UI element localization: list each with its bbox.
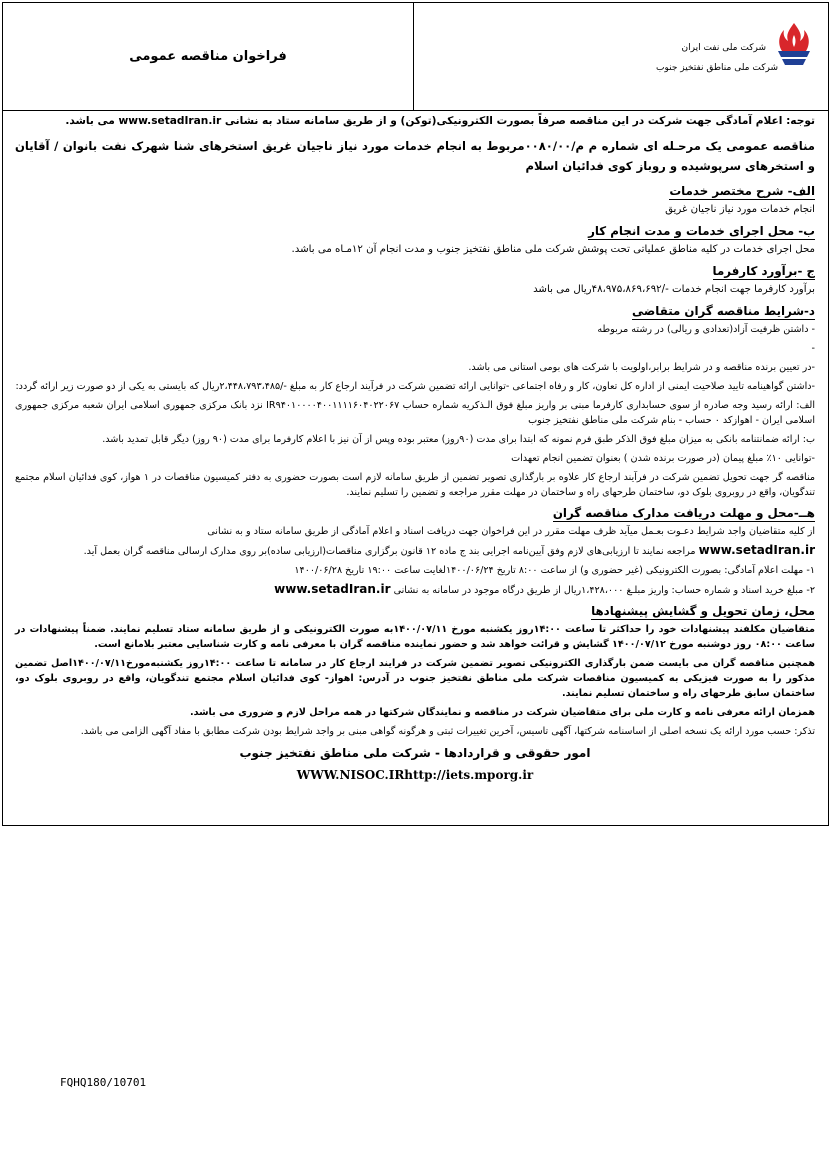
company-block <box>414 3 828 110</box>
company-name-nioc: شرکت ملی نفت ایران <box>681 43 766 53</box>
footer-reminder: تذکر: حسب مورد ارائه یک نسخه اصلی از اساسنامه شرکتها، آگهی تاسیس، آخرین تغییرات ثبتی و هرگونه گواهی مبنی بر واجد شرایط بودن شرکت مطابق با مفاد آگهی الزامی می باشد. <box>80 726 815 737</box>
section-e-title <box>15 504 815 522</box>
notice-title: فراخوان مناقصه عمومی <box>129 49 287 64</box>
footer-note: همزمان ارائه معرفی نامه و کارت ملی برای متقاضیان شرکت در مناقصه و نمایندگان شرکتها در همه مراحل لازم و ضروری می باشد. <box>189 707 815 718</box>
section-a-heading: الف- شرح مختصر خدمات <box>669 184 815 198</box>
setad-link[interactable]: www.setadIran.ir <box>274 582 391 596</box>
signature: امور حقوقی و قراردادها - شرکت ملی مناطق نفتخیز جنوب <box>239 746 591 760</box>
section-d-option-alef: الف: ارائه رسید وجه صادره از سوی حسابداری کارفرما مبنی بر واریز مبلغ فوق الـذکریه شماره حساب IR۹۴۰۱۰۰۰۰۴۰۰۱۱۱۱۶۰۴۰۲۲۰۶۷ نزد بانک مرکزی جمهوری اسلامی ایران شعبه مرکزی جمهوری اسلامی ایران - اهوازکد ۰ حساب - بنام شرکت ملی مناطق نفتخیز جنوب <box>15 400 815 426</box>
section-b-title <box>15 222 815 240</box>
section-b-text: محل اجرای خدمات در کلیه مناطق عملیاتی تحت پوشش شرکت ملی مناطق نفتخیز جنوب و مدت انجام آن ۱۲مـاه می باشد. <box>291 244 815 255</box>
tender-intro: مناقصه عمومی یک مرحـله ای شماره م م/۰۰۸۰/۰۰مربوط به انجام خدمات مورد نیاز ناجیان غریق استخرهای شنا شهرک نفت بانوان / آقایان و استخرهای سرپوشیده و روباز کوی فدائیان اسلام <box>15 139 815 173</box>
section-d-heading: د-شرایط مناقصه گران متقاضی <box>631 304 815 318</box>
section-d-item: -در تعیین برنده مناقصه و در شرایط برابر،اولویت با شرکت های بومی استانی می باشد. <box>468 362 815 373</box>
notice-note-top: توجه: اعلام آمادگی جهت شرکت در این مناقصه صرفاً بصورت الکترونیکی(توکن) و از طریق سامانه ستاد به نشانی www.setadIran.ir می باشد. <box>65 115 815 127</box>
setad-link[interactable]: www.setadIran.ir <box>698 543 815 557</box>
footer-links[interactable]: WWW.NISOC.IRhttp://iets.mporg.ir <box>296 768 534 782</box>
section-e-item2-body: ۲- مبلغ خرید اسناد و شماره حساب: واریز مبلـغ ۱،۴۲۸،۰۰۰ریال از طریق درگاه موجود در سامانه به نشانی <box>393 585 815 596</box>
section-c-title <box>15 262 815 280</box>
section-c-heading: ج -برآورد کارفرما <box>712 264 815 278</box>
notice-body <box>15 113 815 787</box>
section-a-text: انجام خدمات مورد نیاز ناجیان غریق <box>665 204 815 215</box>
section-e-heading: هــ-محل و مهلت دریافت مدارک مناقصه گران <box>552 506 815 520</box>
section-f-heading: محل، زمان تحویل و گشایش پیشنهادها <box>591 604 815 618</box>
section-c-text: برآورد کارفرما جهت انجام خدمات -/۴۸،۹۷۵،۸۶۹،۶۹۲ریال می باشد <box>533 284 815 295</box>
section-f-title <box>15 602 815 620</box>
company-name-nisoc: شرکت ملی مناطق نفتخیز جنوب <box>656 63 778 73</box>
section-e-item: ۱- مهلت اعلام آمادگی: بصورت الکترونیکی (غیر حضوری و) از ساعت ۸:۰۰ تاریخ ۱۴۰۰/۰۶/۲۴لغایت ساعت ۱۹:۰۰ تاریخ ۱۴۰۰/۰۶/۲۸ <box>294 565 815 576</box>
section-a-title <box>15 182 815 200</box>
nioc-flame-logo-icon <box>772 21 816 69</box>
section-f-text: متقاضیان مکلفند پیشنهادات خود را حداکثر تا ساعت ۱۴:۰۰روز یکشنبه مورخ ۱۴۰۰/۰۷/۱۱به صورت الکترونیکی و از طریق سامانه ستاد تسلیم نمایند. ضمناً پیشنهادات در ساعت ۰۸:۰۰ روز دوشنبه مورخ ۱۴۰۰/۰۷/۱۲ گشایش و قرائت خواهد شد و حضور نماینده مناقصه گران با معرفی نامه و کارت شناسایی معتبر بلامانع است. <box>15 624 816 650</box>
section-e-text: از کلیه متقاضیان واجد شرایط دعـوت بعـمل میآید ظرف مهلت مقرر در این فراخوان جهت دریافت اسناد و اعلام آمادگی از طریق سامانه ستاد و به نشانی <box>207 526 815 537</box>
section-e-text2 <box>15 543 815 559</box>
section-d-item: -داشتن گواهینامه تایید صلاحیت ایمنی از اداره کل تعاون، کار و رفاه اجتماعی -توانایی ارائه تضمین شرکت در فرآیند ارجاع کار به مبلغ -/۲،۴۴۸،۷۹۳،۴۸۵ریال که بایستی به یکی از دو صورت زیر ارائه گردد: <box>15 381 815 392</box>
document-code: FQHQ180/10701 <box>60 1076 147 1089</box>
section-d-item: - <box>811 343 815 354</box>
section-f-text: همچنین مناقصه گران می بایست ضمن بارگذاری الکترونیکی تصویر تضمین شرکت در فرایند ارجاع کار در سامانه تا ساعت ۱۴:۰۰روز یکشنبه‌مورخ۱۴۰۰/۰۷/۱۱اصل تضمین مذکور را به صورت فیزیکی به کمیسیون مناقصات شرکت ملی مناطق نفتخیز جنوب در آدرس: اهواز- کوی فدائیان اسلام مجتمع تندگویان، واقع در روبروی بلوک دو، ساختمان سابق طرحهای راه و ساختمان تسلیم نمایند. <box>15 658 815 699</box>
section-e-text2-body: مراجعه نمایند تا ارزیابی‌های لازم وفق آیین‌نامه اجرایی بند ج ماده ۱۲ قانون برگزاری مناقصات(ارزیابی ساده)بر روی مدارک ارسالی مناقصه گران بعمل آید. <box>83 546 696 557</box>
section-e-item2 <box>15 582 815 598</box>
section-d-title <box>15 302 815 320</box>
section-d-item: -توانایی ۱۰٪ مبلغ پیمان (در صورت برنده شدن ) بعنوان تضمین انجام تعهدات <box>511 453 815 464</box>
notice-frame <box>2 2 829 826</box>
section-d-text: مناقصه گر جهت تحویل تضمین شرکت در فرآیند ارجاع کار علاوه بر بارگذاری تصویر تضمین از طریق سامانه لازم است بصورت حضوری به دفتر کمیسیون مناقصات در ۱ هواز، کوی فدائیان اسلام مجتمع تندگویان، واقع در روبروی بلوک دو، ساختمان طرحهای راه و ساختمان در مهلت مقرر مراجعه و تضمین را تسلیم نمایند. <box>15 472 815 498</box>
notice-header <box>3 3 828 111</box>
section-d-item: - داشتن ظرفیت آزاد(تعدادی و ریالی) در رشته مربوطه <box>597 324 815 335</box>
section-b-heading: ب- محل اجرای خدمات و مدت انجام کار <box>588 224 815 238</box>
section-d-option-be: ب: ارائه ضمانتنامه بانکی به میزان مبلغ فوق الذکر طبق فرم نمونه که ابتدا برای مدت (۹۰روز) معتبر بوده وپس از آن نیز با اعلام کارفرما برای مدت (۹۰ روز) دیگر قابل تمدید باشد. <box>102 434 815 445</box>
